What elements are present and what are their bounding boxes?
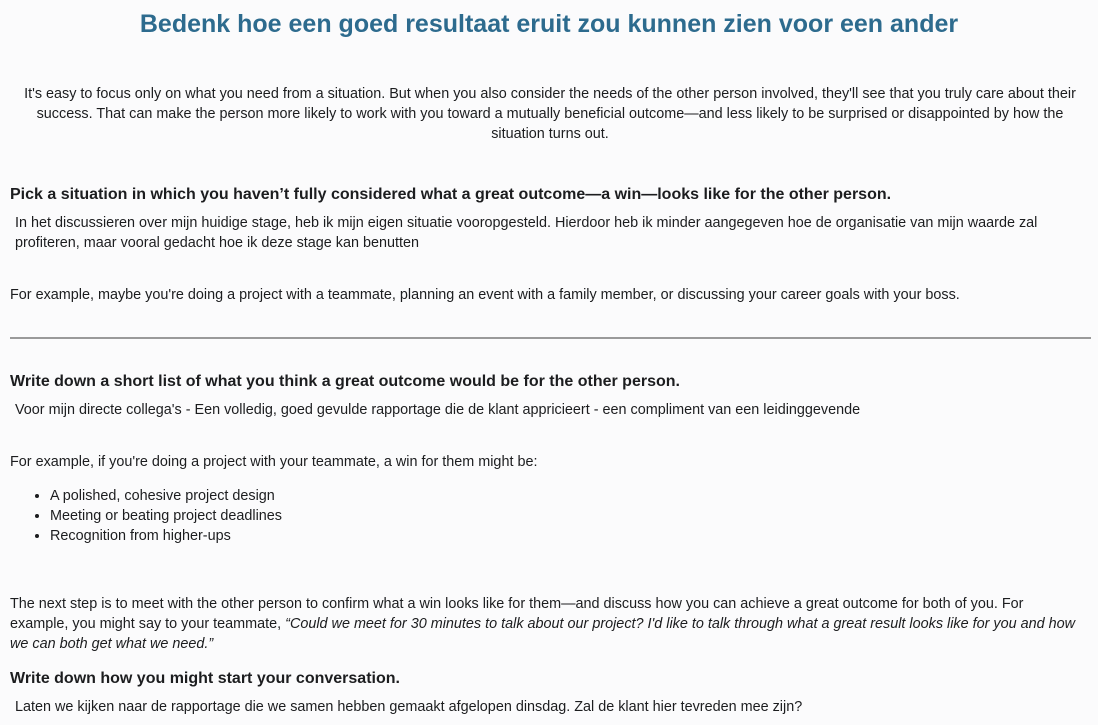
next-step-text (10, 594, 1080, 654)
answer-situation[interactable]: In het discussieren over mijn huidige stage, heb ik mijn eigen situatie vooropgesteld. Hierdoor heb ik minder aangegeven hoe de organisatie van mijn waarde zal profiteren, maar vooral gedacht hoe ik deze stage kan benutten (15, 215, 1038, 251)
example-list (10, 486, 282, 546)
intro-text: It's easy to focus only on what you need from a situation. But when you also consider the needs of the other person involved, they'll see that you truly care about their success. That can make the person more likely to work with you toward a mutually beneficial outcome—and less likely to be surprised or disappointed by how the situation turns out. (24, 86, 1076, 142)
page-title: Bedenk hoe een goed resultaat eruit zou kunnen zien voor een ander (139, 10, 959, 38)
section-divider (10, 337, 1091, 339)
prompt-outcome-list: Write down a short list of what you think a great outcome would be for the other person. (10, 373, 680, 390)
example-intro: For example, if you're doing a project with your teammate, a win for them might be: (10, 454, 538, 470)
prompt-situation: Pick a situation in which you haven’t fully considered what a great outcome—a win—looks like for the other person. (10, 186, 892, 203)
example-situation: For example, maybe you're doing a project with a teammate, planning an event with a family member, or discussing your career goals with your boss. (10, 287, 960, 303)
list-item: • Meeting or beating project deadlines (50, 506, 282, 526)
answer-outcome-list[interactable]: Voor mijn directe collega's - Een volledig, goed gevulde rapportage die de klant appricieert - een compliment van een leidinggevende (15, 402, 861, 418)
next-step-quote: “Could we meet for 30 minutes to talk about our project? I'd like to talk through what a great result looks like for you and how we can both get what we need.” (10, 616, 1076, 652)
list-item: • A polished, cohesive project design (50, 486, 282, 506)
next-step-body: The next step is to meet with the other person to confirm what a win looks like for them—and discuss how you can achieve a great outcome for both of you. For example, you might say to your teammate, (10, 596, 1024, 632)
answer-conversation[interactable]: Laten we kijken naar de rapportage die we samen hebben gemaakt afgelopen dinsdag. Zal de klant hier tevreden mee zijn? (15, 699, 803, 715)
prompt-conversation: Write down how you might start your conversation. (10, 670, 400, 687)
list-item: • Recognition from higher-ups (50, 526, 282, 546)
